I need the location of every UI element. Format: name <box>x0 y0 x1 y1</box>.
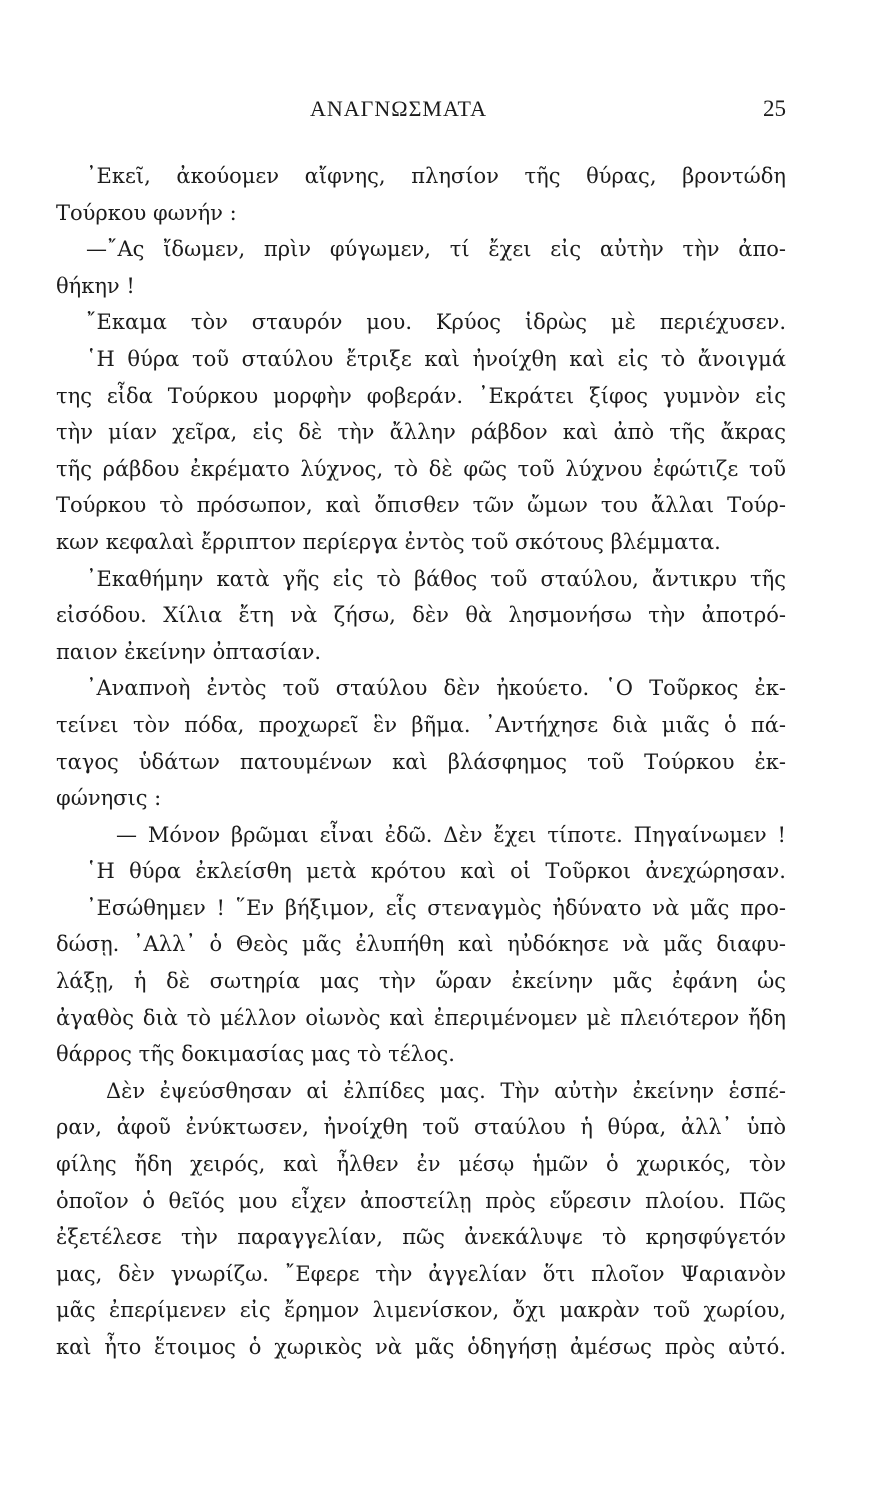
text-line: φώνησις : <box>56 786 162 811</box>
text-line: τῆς ράβδου ἐκρέματο λύχνος, τὸ δὲ φῶς τοῦ λύχνου ἐφώτιζε τοῦ <box>56 456 786 481</box>
text-line: —῎Ας ἴδωμεν, πρὶν φύγωμεν, τί ἔχει εἰς αὐτὴν τὴν ἀπο- <box>86 237 786 262</box>
body-text <box>56 158 786 1366</box>
text-line: Δὲν ἐψεύσθησαν αἱ ἐλπίδες μας. Τὴν αὐτὴν ἐκείνην ἑσπέ- <box>106 1078 786 1103</box>
text-line: ραν, ἀφοῦ ἐνύκτωσεν, ἠνοίχθη τοῦ σταύλου ἡ θύρα, ἀλλ᾿ ὑπὸ <box>56 1115 786 1140</box>
text-line: μᾶς ἐπερίμενεν εἰς ἔρημον λιμενίσκον, ὄχι μακρὰν τοῦ χωρίου, <box>56 1298 786 1323</box>
text-line: κων κεφαλαὶ ἔρριπτον περίεργα ἐντὸς τοῦ σκότους βλέμματα. <box>56 529 721 554</box>
text-line: τὴν μίαν χεῖρα, εἰς δὲ τὴν ἄλλην ράβδον καὶ ἀπὸ τῆς ἄκρας <box>56 420 786 445</box>
text-line: ταγος ὑδάτων πατουμένων καὶ βλάσφημος τοῦ Τούρκου ἐκ- <box>56 749 786 774</box>
text-line: λάξῃ, ἡ δὲ σωτηρία μας τὴν ὥραν ἐκείνην μᾶς ἐφάνη ὡς <box>56 969 786 994</box>
running-title: ΑΝΑΓΝΩΣΜΑΤΑ <box>310 96 488 121</box>
text-line: ᾿Αναπνοὴ ἐντὸς τοῦ σταύλου δὲν ἠκούετο. ῾Ο Τοῦρκος ἐκ- <box>86 676 786 701</box>
text-line: ῾Η θύρα ἐκλείσθη μετὰ κρότου καὶ οἱ Τοῦρκοι ἀνεχώρησαν. <box>86 859 786 884</box>
text-line: θήκην ! <box>56 273 135 298</box>
text-line: ὁποῖον ὁ θεῖός μου εἶχεν ἀποστείλῃ πρὸς εὕρεσιν πλοίου. Πῶς <box>56 1188 786 1213</box>
text-line: φίλης ἤδη χειρός, καὶ ἦλθεν ἐν μέσῳ ἡμῶν ὁ χωρικός, τὸν <box>56 1152 786 1177</box>
text-line: καὶ ἦτο ἕτοιμος ὁ χωρικὸς νὰ μᾶς ὁδηγήσῃ ἀμέσως πρὸς αὐτό. <box>56 1335 786 1359</box>
text-line: ἀγαθὸς διὰ τὸ μέλλον οἰωνὸς καὶ ἐπεριμένομεν μὲ πλειότερον ἤδη <box>56 1005 786 1030</box>
text-line: ᾿Εκαθήμην κατὰ γῆς εἰς τὸ βάθος τοῦ σταύλου, ἄντικρυ τῆς <box>86 566 786 591</box>
text-line: τείνει τὸν πόδα, προχωρεῖ ἓν βῆμα. ᾿Αντήχησε διὰ μιᾶς ὁ πά- <box>56 712 786 737</box>
page-number: 25 <box>763 96 786 121</box>
text-line: ᾿Εκεῖ, ἀκούομεν αἴφνης, πλησίον τῆς θύρας, βροντώδη <box>86 164 786 188</box>
text-line: μας, δὲν γνωρίζω. ῎Εφερε τὴν ἀγγελίαν ὅτι πλοῖον Ψαριανὸν <box>56 1261 786 1286</box>
text-line: ῾Η θύρα τοῦ σταύλου ἔτριξε καὶ ἠνοίχθη καὶ εἰς τὸ ἄνοιγμά <box>86 346 786 371</box>
text-line: θάρρος τῆς δοκιμασίας μας τὸ τέλος. <box>56 1042 455 1067</box>
text-line: παιον ἐκείνην ὀπτασίαν. <box>56 639 322 664</box>
text-line: ᾿Εσώθημεν ! ῞Εν βήξιμον, εἷς στεναγμὸς ἠδύνατο νὰ μᾶς προ- <box>86 895 786 920</box>
text-line: ἐξετέλεσε τὴν παραγγελίαν, πῶς ἀνεκάλυψε τὸ κρησφύγετόν <box>56 1225 786 1250</box>
text-line: ῎Εκαμα τὸν σταυρόν μου. Κρύος ἱδρὼς μὲ περιέχυσεν. <box>86 310 786 335</box>
text-line: Τούρκου τὸ πρόσωπον, καὶ ὄπισθεν τῶν ὤμων του ἄλλαι Τούρ- <box>56 493 786 518</box>
text-line: εἰσόδου. Χίλια ἔτη νὰ ζήσω, δὲν θὰ λησμονήσω τὴν ἀποτρό- <box>56 603 786 628</box>
text-line: δώσῃ. ᾿Αλλ᾿ ὁ Θεὸς μᾶς ἐλυπήθη καὶ ηὐδόκησε νὰ μᾶς διαφυ- <box>56 932 786 957</box>
text-line: Τούρκου φωνήν : <box>56 200 237 225</box>
text-line: της εἶδα Τούρκου μορφὴν φοβεράν. ᾿Εκράτει ξίφος γυμνὸν εἰς <box>56 383 786 408</box>
running-header <box>0 96 882 126</box>
text-line: — Μόνον βρῶμαι εἶναι ἐδῶ. Δὲν ἔχει τίποτε. Πηγαίνωμεν ! <box>116 822 786 847</box>
